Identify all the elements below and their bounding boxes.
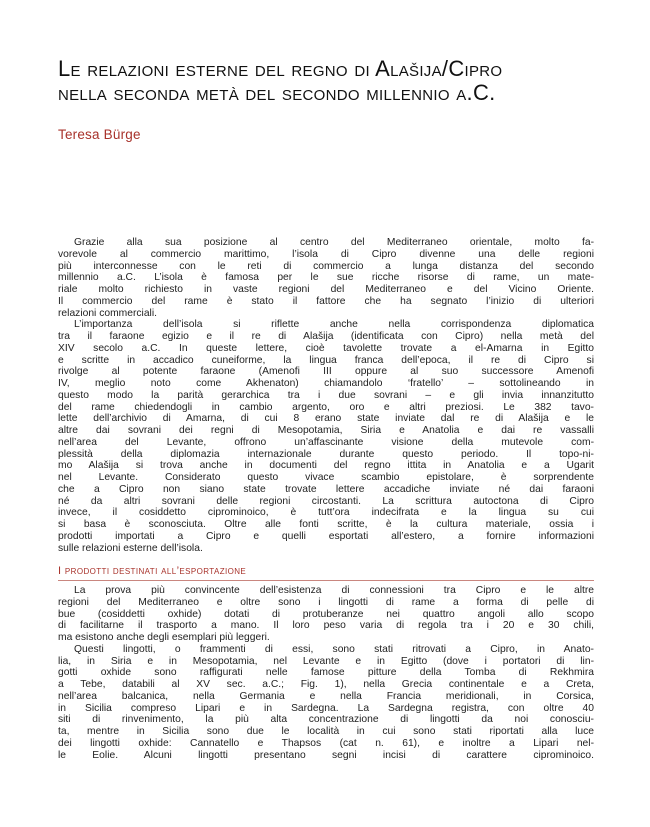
text-line: relazioni commerciali. <box>58 307 157 319</box>
text-line: del rame chiedendogli in cambio argento, oro e altri preziosi. Le 382 tavo- <box>58 401 594 413</box>
text-line: plessità della diplomazia internazionale durante questo periodo. Il topo-ni- <box>58 448 594 460</box>
text-line: più interconnesse con le reti di commercio a lunga distanza del secondo <box>58 260 594 272</box>
text-line: si basa è sconosciuta. Oltre alle fonti scritte, è la cultura materiale, ossia i <box>58 519 594 530</box>
text-line: di facilitarne il trasporto a mano. Il loro peso varia di regola tra i 20 e 30 chili, <box>58 620 594 632</box>
text-line: prodotti importati a Cipro e quelli esportati all’estero, a fornire informazioni <box>58 530 594 542</box>
text-line: nell’area del Levante, offrono un’affascinante visione della mutevole com- <box>58 436 594 448</box>
text-line: bue (cosiddetti oxhide) dotati di protuberanze nei quattro angoli allo scopo <box>58 608 594 620</box>
text-line: rivolge al potente faraone (Amenofi III oppure al suo successore Amenofi <box>58 366 594 378</box>
text-line: né da altri sovrani delle regioni circostanti. La scrittura autoctona di Cipro <box>58 495 594 507</box>
article-title <box>58 57 603 105</box>
section-heading: I prodotti destinati all’esportazione <box>58 565 247 577</box>
text-line: e scritte in accadico cuneiforme, la lingua franca dell’epoca, il re di Cipro si <box>58 354 594 366</box>
text-line: altre dai sovrani dei regni di Mesopotamia, Siria e Anatolia e dai re vassalli <box>58 425 594 436</box>
text-line: sulle relazioni esterne dell’isola. <box>58 542 203 554</box>
text-line: Questi lingotti, o frammenti di essi, sono stati ritrovati a Cipro, in Anato- <box>74 643 594 655</box>
text-line: che a Cipro non siano state trovate lettere accadiche inviate né dai faraoni <box>58 483 594 495</box>
text-line: dei lingotti oxhide: Cannatello e Thapsos (cat n. 61), e inoltre a Lipari nel- <box>58 737 594 749</box>
title-line-2: nella seconda metà del secondo millennio a.C. <box>58 80 496 105</box>
text-line: le Eolie. Alcuni lingotti presentano segni incisi di carattere ciprominoico. <box>58 749 594 761</box>
text-line: vorevole al commercio marittimo, l’isola di Cipro divenne una delle regioni <box>58 248 594 260</box>
text-line: questo modo la parità gerarchica tra i due sovrani – e gli invia innanzitutto <box>58 389 594 401</box>
text-line: IV, meglio noto come Akhenaton) chiamandolo ‘fratello’ – sottolineando in <box>58 378 594 389</box>
text-line: siti di rinvenimento, la più alta concentrazione di lingotti da noi conosciu- <box>58 714 594 726</box>
text-line: L’importanza dell’isola si riflette anche nella corrispondenza diplomatica <box>74 319 594 331</box>
text-line: regioni del Mediterraneo e oltre sono i lingotti di rame a forma di pelle di <box>58 596 594 608</box>
text-line: in Sicilia compreso Lipari e in Sardegna. La Sardegna registra, con oltre 40 <box>58 702 594 714</box>
text-line: lette dell’archivio di Amarna, di cui 8 erano state inviate dal re di Alašija e le <box>58 413 594 425</box>
section-divider <box>58 580 594 581</box>
text-line: tra il faraone egizio e il re di Alašija (identificata con Cipro) nella metà del <box>58 331 594 342</box>
title-line-1: Le relazioni esterne del regno di Alašija/Cipro <box>58 56 503 81</box>
intro-text <box>58 237 594 554</box>
section-text <box>58 585 594 761</box>
text-line: Il commercio del rame è stato il fattore che ha segnato l’inizio di ulteriori <box>58 295 594 307</box>
author-name: Teresa Bürge <box>58 127 141 142</box>
text-line: XIV secolo a.C. In queste lettere, cioè tavolette trovate a el-Amarna in Egitto <box>58 342 594 354</box>
text-line: nel Levante. Considerato questo vivace scambio epistolare, è sorprendente <box>58 472 594 483</box>
text-line: millennio a.C. L’isola è famosa per le sue ricche risorse di rame, un mate- <box>58 272 594 284</box>
text-line: nell’area balcanica, nella Germania e nella Francia meridionali, in Corsica, <box>58 690 594 702</box>
text-line: mo Alašija si trova anche in documenti del regno ittita in Anatolia e a Ugarit <box>58 460 594 472</box>
text-line: a Tebe, databili al XV sec. a.C.; Fig. 1), nella Grecia continentale e a Creta, <box>58 679 594 690</box>
text-line: La prova più convincente dell’esistenza di connessioni tra Cipro e le altre <box>74 585 594 596</box>
text-line: riale molto richiesto in vaste regioni del Mediterraneo e del Vicino Oriente. <box>58 284 594 295</box>
text-line: gotti oxhide sono raffigurati nelle famose pitture della Tomba di Rekhmira <box>58 667 594 679</box>
text-line: ma esistono anche degli esemplari più leggeri. <box>58 632 270 643</box>
text-line: invece, il cosiddetto ciprominoico, è tutt’ora indecifrata e la lingua su cui <box>58 507 594 519</box>
text-line: Grazie alla sua posizione al centro del Mediterraneo orientale, molto fa- <box>74 237 594 248</box>
text-line: ta, mentre in Sicilia sono due le località in cui sono stati riportati alla luce <box>58 726 594 737</box>
text-line: lia, in Siria e in Mesopotamia, nel Levante e in Egitto (dove i portatori di lin- <box>58 655 594 667</box>
